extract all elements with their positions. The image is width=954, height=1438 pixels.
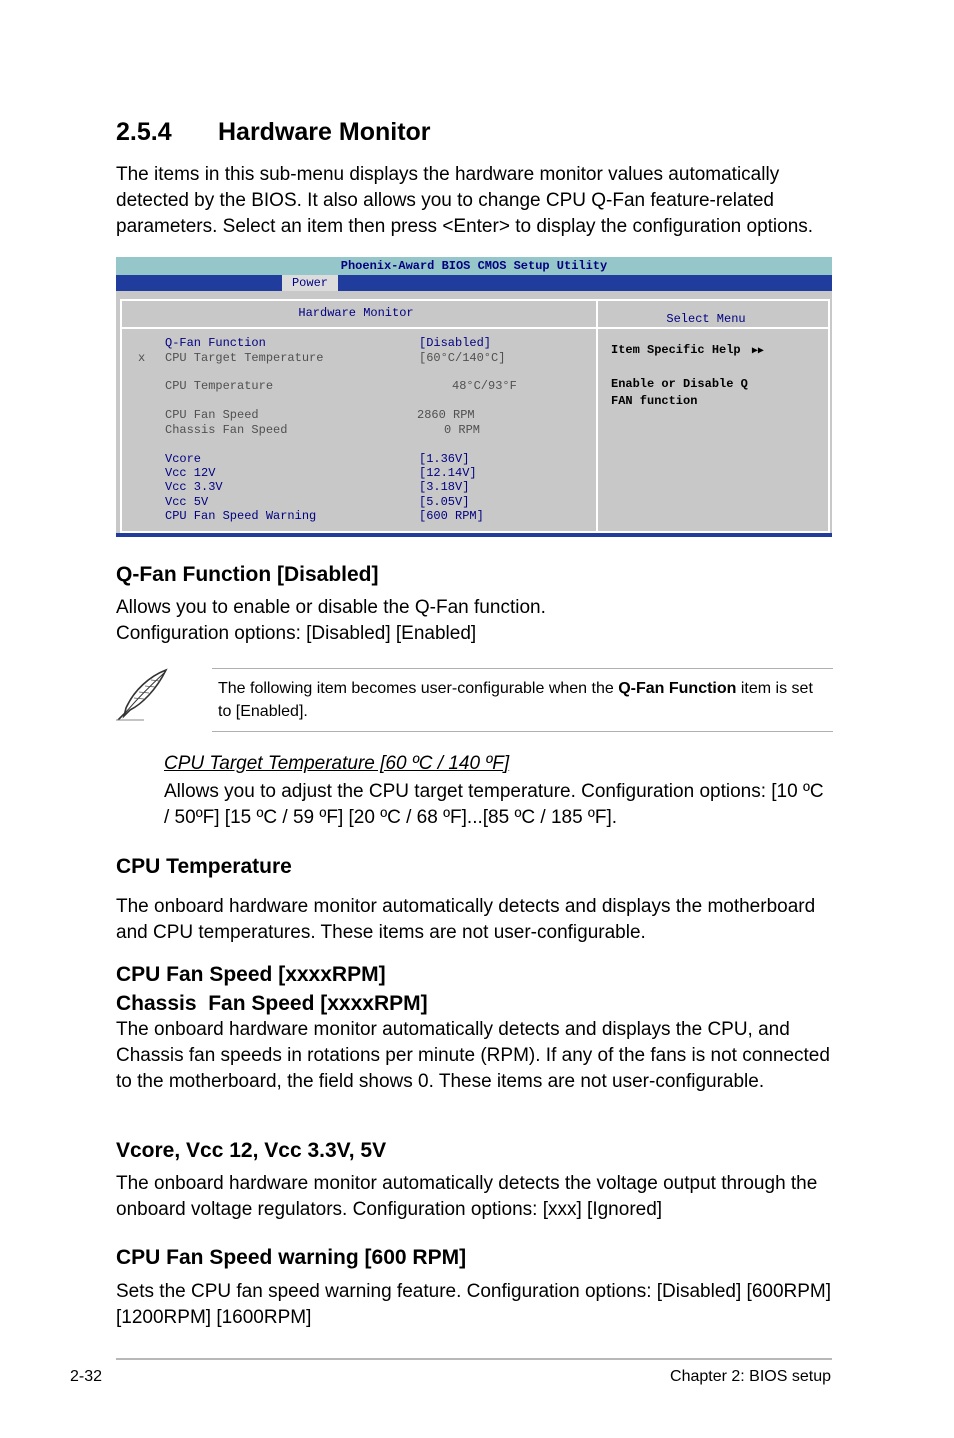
voltage-text: The onboard hardware monitor automatically detects the voltage output through the onboard voltage regulators. Configuration options: [xxx] [Ignored]: [116, 1173, 818, 1220]
chassis-fan-speed-value: 0 RPM: [444, 423, 481, 437]
qfan-line-1: Allows you to enable or disable the Q-Fan function.: [116, 597, 546, 618]
bios-screen: [116, 257, 832, 537]
fan-warning-text: Sets the CPU fan speed warning feature. Configuration options: [Disabled] [600RPM] [1200RPM] [1600RPM]: [116, 1281, 832, 1328]
footer-rule: [116, 1358, 832, 1360]
qfan-text: [116, 595, 836, 647]
cpu-temp-label: CPU Temperature: [165, 379, 274, 393]
fan-warning-heading: CPU Fan Speed warning [600 RPM]: [116, 1246, 467, 1269]
note-text: [218, 677, 828, 723]
cpu-fan-speed-heading: CPU Fan Speed [xxxxRPM]: [116, 963, 386, 986]
vcc5-label[interactable]: Vcc 5V: [165, 495, 209, 509]
vcc12-label[interactable]: Vcc 12V: [165, 466, 216, 480]
item-help-heading: [611, 342, 764, 360]
vcc33-value[interactable]: [3.18V]: [419, 480, 470, 494]
double-arrow-icon: ▶▶: [751, 346, 764, 357]
monitor-panel-title: Hardware Monitor: [298, 306, 414, 320]
note-text-bold: Q-Fan Function: [618, 680, 737, 697]
qfan-heading: Q-Fan Function [Disabled]: [116, 563, 379, 586]
feather-pen-icon: [114, 668, 172, 722]
fan-speed-text: The onboard hardware monitor automatically detects and displays the CPU, and Chassis fan speeds in rotations per minute (RPM). If any of the fans is not connected to the motherboard, the field shows 0. These items are not user-configurable.: [116, 1019, 830, 1092]
qfan-line-2: Configuration options: [Disabled] [Enabled]: [116, 623, 477, 644]
chassis-fan-speed-label: Chassis Fan Speed: [165, 423, 288, 437]
bios-bottom-bar: [116, 533, 832, 537]
qfan-function-value[interactable]: [Disabled]: [419, 336, 492, 350]
vcc12-value[interactable]: [12.14V]: [419, 466, 477, 480]
cpu-target-temp-label: CPU Target Temperature: [165, 351, 324, 365]
bios-tab-power[interactable]: Power: [282, 275, 338, 291]
cpu-fan-warning-value[interactable]: [600 RPM]: [419, 509, 484, 523]
vcc5-value[interactable]: [5.05V]: [419, 495, 470, 509]
help-panel-title: Select Menu: [666, 312, 746, 326]
cpu-fan-speed-label: CPU Fan Speed: [165, 408, 259, 422]
note-text-before: The following item becomes user-configurable when the: [218, 680, 619, 697]
cpu-temp-text: The onboard hardware monitor automatically detects and displays the motherboard and CPU temperatures. These items are not user-configurable.: [116, 896, 816, 943]
vcore-value[interactable]: [1.36V]: [419, 452, 470, 466]
bios-title: Phoenix-Award BIOS CMOS Setup Utility: [340, 259, 608, 273]
vcc33-label[interactable]: Vcc 3.3V: [165, 480, 223, 494]
vcore-label[interactable]: Vcore: [165, 452, 202, 466]
cpu-temp-value: 48°C/93°F: [452, 379, 517, 393]
help-panel: [596, 299, 830, 533]
help-line-1: Enable or Disable Q: [611, 377, 748, 391]
section-title: Hardware Monitor: [218, 118, 431, 146]
chassis-fan-speed-heading: Chassis Fan Speed [xxxxRPM]: [116, 992, 428, 1015]
intro-paragraph: The items in this sub-menu displays the hardware monitor values automatically detected by the BIOS. It also allows you to change CPU Q-Fan feature-related parameters. Select an item then press <Enter> to display the configuration options.: [116, 164, 814, 237]
target-temp-heading: CPU Target Temperature [60 ºC / 140 ºF]: [164, 753, 510, 774]
disabled-marker: x: [138, 351, 146, 365]
section-heading: [116, 118, 431, 147]
qfan-function-label[interactable]: Q-Fan Function: [165, 336, 266, 350]
voltage-heading: Vcore, Vcc 12, Vcc 3.3V, 5V: [116, 1139, 387, 1162]
note-text-after: item is set to [Enabled].: [218, 680, 813, 720]
cpu-fan-speed-value: 2860 RPM: [417, 408, 475, 422]
cpu-fan-warning-label[interactable]: CPU Fan Speed Warning: [165, 509, 317, 523]
target-temp-text: Allows you to adjust the CPU target temperature. Configuration options: [10 ºC / 50ºF] [15 ºC / 59 ºF] [20 ºC / 68 ºF]...[85 ºC / 185 ºF].: [164, 781, 824, 828]
item-help-text: Item Specific Help: [611, 343, 741, 357]
note-bottom-rule: [212, 731, 833, 732]
bios-menu-bar: [116, 275, 832, 291]
section-number: 2.5.4: [116, 118, 172, 146]
chapter-label: Chapter 2: BIOS setup: [670, 1368, 831, 1385]
cpu-target-temp-value: [60°C/140°C]: [419, 351, 506, 365]
page-number: 2-32: [70, 1368, 103, 1385]
help-line-2: FAN function: [611, 394, 698, 408]
note-top-rule: [212, 668, 833, 669]
cpu-temp-heading: CPU Temperature: [116, 855, 292, 878]
